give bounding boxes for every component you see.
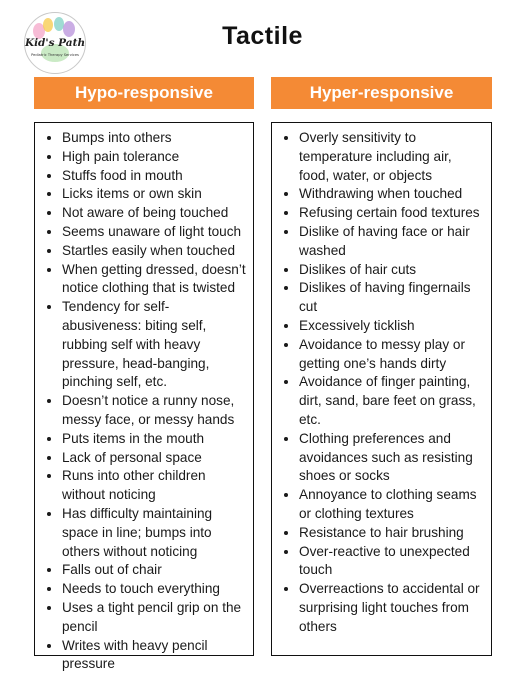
list-item: • Runs into other children without noticing bbox=[62, 467, 247, 505]
list-item: • High pain tolerance bbox=[62, 148, 247, 167]
list-item: • Overly sensitivity to temperature including air, food, water, or objects bbox=[299, 129, 485, 185]
list-item: • Needs to touch everything bbox=[62, 580, 247, 599]
list-item: • Lack of personal space bbox=[62, 449, 247, 468]
list-item: • Tendency for self-abusiveness: biting self, rubbing self with heavy pressure, head-banging, pinching self, etc. bbox=[62, 298, 247, 392]
column-header-hyper-responsive: Hyper-responsive bbox=[271, 77, 492, 109]
list-item: • Clothing preferences and avoidances such as resisting shoes or socks bbox=[299, 430, 485, 486]
list-item: • Avoidance to messy play or getting one’s hands dirty bbox=[299, 336, 485, 374]
list-item: • Withdrawing when touched bbox=[299, 185, 485, 204]
list-item: • Dislike of having face or hair washed bbox=[299, 223, 485, 261]
list-item: • Resistance to hair brushing bbox=[299, 524, 485, 543]
list-item: • Bumps into others bbox=[62, 129, 247, 148]
list-item: • Startles easily when touched bbox=[62, 242, 247, 261]
list-item: • Dislikes of having fingernails cut bbox=[299, 279, 485, 317]
list-item: • Over-reactive to unexpected touch bbox=[299, 543, 485, 581]
list-item: • Seems unaware of light touch bbox=[62, 223, 247, 242]
list-item: • Avoidance of finger painting, dirt, sand, bare feet on grass, etc. bbox=[299, 373, 485, 429]
list-item: • Annoyance to clothing seams or clothing textures bbox=[299, 486, 485, 524]
hyper-responsive-list-box bbox=[271, 122, 492, 656]
hypo-responsive-list-box bbox=[34, 122, 254, 672]
list-item: • Puts items in the mouth bbox=[62, 430, 247, 449]
list-item: • Dislikes of hair cuts bbox=[299, 261, 485, 280]
list-item: • Excessively ticklish bbox=[299, 317, 485, 336]
list-item: • Stuffs food in mouth bbox=[62, 167, 247, 186]
page-title: Tactile bbox=[222, 22, 303, 50]
list-item: • Uses a tight pencil grip on the pencil bbox=[62, 599, 247, 637]
list-item: • Refusing certain food textures bbox=[299, 204, 485, 223]
column-header-hypo-responsive: Hypo-responsive bbox=[34, 77, 254, 109]
list-item: • Overreactions to accidental or surprising light touches from others bbox=[299, 580, 485, 636]
list-item: • Falls out of chair bbox=[62, 561, 247, 580]
list-item: • Writes with heavy pencil pressure bbox=[62, 637, 247, 675]
hypo-responsive-list bbox=[35, 129, 247, 674]
list-item: • When getting dressed, doesn’t notice clothing that is twisted bbox=[62, 261, 247, 299]
list-item: • Doesn’t notice a runny nose, messy face, or messy hands bbox=[62, 392, 247, 430]
hyper-responsive-list bbox=[272, 129, 485, 637]
logo-name: Kid's Path bbox=[24, 37, 86, 49]
list-item: • Has difficulty maintaining space in line; bumps into others without noticing bbox=[62, 505, 247, 561]
logo-subtext: Pediatric Therapy Services bbox=[31, 53, 79, 57]
list-item: • Licks items or own skin bbox=[62, 185, 247, 204]
list-item: • Not aware of being touched bbox=[62, 204, 247, 223]
